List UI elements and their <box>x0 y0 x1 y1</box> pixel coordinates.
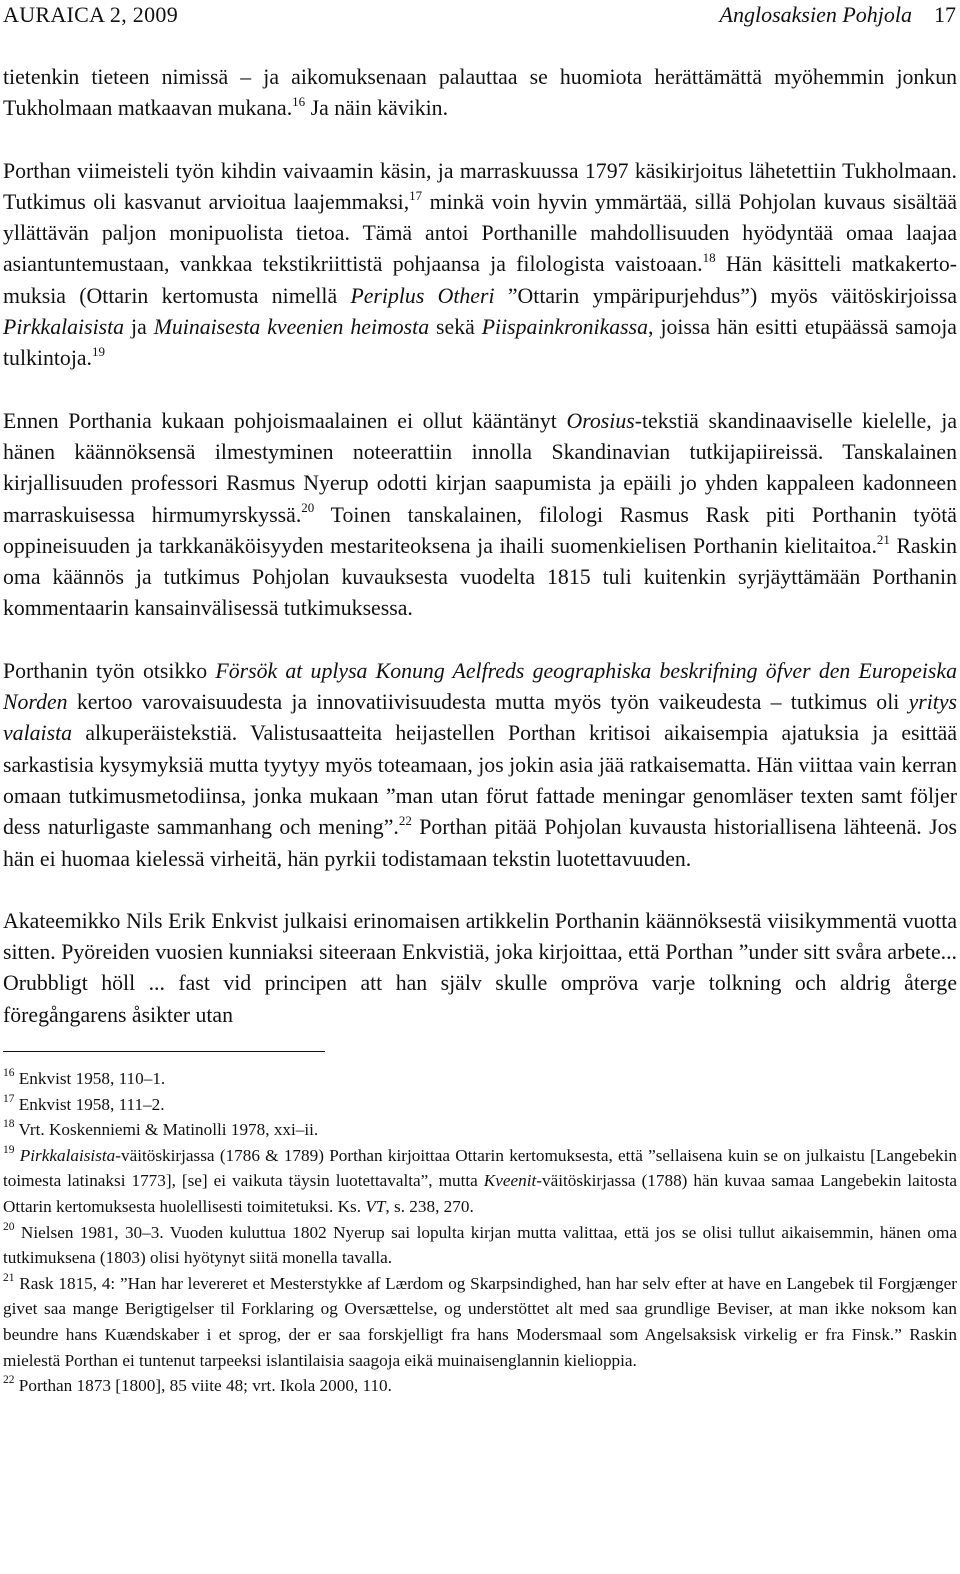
footnote-21: $^{21}$ Rask 1815, 4: ”Han har levereret et Mesterstykke af Lærdom og Skarpsindighed, han har selv efter at have en Langebek til Forgjænger givet saa mange Berigtigelser til Forklaring og Oversættelse, og understöttet alt med saa grundlige Beviser, at man ikke noksom kan beundre hans Kuændskaber i et sprog, der er saa forskjelligt fra hans Modersmaal som Angelsaksisk virkelig er fra Finsk.” Raskin mielestä Porthan ei tuntenut tarpeeksi islantilaisia saagoja eikä muinaisenglannin kielioppia. <box>3 1272 957 1370</box>
footnote-17: $^{17}$ Enkvist 1958, 111–2. <box>3 1092 165 1114</box>
footnote-20: $^{20}$ Nielsen 1981, 30–3. Vuoden kuluttua 1802 Nyerup sai lopulta kirjan mutta valittaa, että jos se olisi tullut aikaisemmin, hänen oma tutkimuksena (1803) olisi hyötynyt siitä monella tavalla. <box>3 1220 957 1268</box>
footnotes <box>3 1066 957 1399</box>
body-paragraph-2: Porthan viimeisteli työn kihdin vaivaamin käsin, ja marraskuussa 1797 käsikirjoitus lähetettiin Tukholmaan. Tutkimus oli kasvanut arvioitua laajemmaksi,$^{17}$ minkä voin hyvin ymmärtää, sillä Pohjolan kuvaus sisältää yllättävän paljon monipuolista tietoa. Tämä antoi Porthanille mahdollisuuden hyödyntää omaa laajaa asiantuntemustaan, vankkaa tekstikriittistä pohjaansa ja filologista vaistoaan.$^{18}$ Hän käsitteli matkakertomuksia (Ottarin kertomusta nimellä Periplus Otheri ”Ottarin ympäripurjehdus”) myös väitöskirjoissa Pirkkalaisista ja Muinaisesta kveenien heimosta sekä Piispainkronikassa, joissa hän esitti etupäässä samoja tulkintoja.$^{19}$ <box>3 158 958 371</box>
footnote-18: $^{18}$ Vrt. Koskenniemi & Matinolli 1978, xxi–ii. <box>3 1118 319 1140</box>
page-number: 17 <box>934 2 956 27</box>
footnote-19: $^{19}$ Pirkkalaisista-väitöskirjassa (1786 & 1789) Porthan kirjoittaa Ottarin kertomuksesta, että ”sellaisena kuin se on julkaistu [Langebekin toimesta latinaksi 1773], [se] ei vaikuta täysin luotettavalta”, mutta Kveenit-väitöskirjassa (1788) hän kuvaa samaa Langebekin laitosta Ottarin kertomuksesta huolellisesti toimitetuksi. Ks. VT, s. 238, 270. <box>3 1144 958 1216</box>
body-paragraph-5: Akateemikko Nils Erik Enkvist julkaisi erinomaisen artikkelin Porthanin käännöksestä viisikymmentä vuotta sitten. Pyöreiden vuosien kunniaksi siteeraan Enkvistiä, joka kirjoittaa, että Porthan ”under sitt svåra arbete... Orubbligt höll ... fast vid principen att han själv skulle ompröva varje tolkning och aldrig återge föregångarens åsikter utan <box>3 908 957 1027</box>
body-paragraph-4: Porthanin työn otsikko Försök at uplysa Konung Aelfreds geographiska beskrifning öfver den Europeiska Norden kertoo varovaisuudesta ja innovatiivisuudesta mutta myös työn vaikeudesta – tutkimus oli yritys valaista alkuperäistekstiä. Valistusaatteita heijastellen Porthan kritisoi aikaisempia ajatuksia ja esittää sarkastisia kysymyksiä mutta tyytyy myös toteamaan, jos jokin asia jää ratkaisematta. Hän viittaa vain kerran omaan tutkimusmetodiinsa, jonka mukaan ”man utan förut fattade meningar genomläser texten samt följer dess naturligaste sammanhang och mening”.$^{22}$ Porthan pitää Pohjolan kuvausta historiallisena lähteenä. Jos hän ei huomaa kielessä virheitä, hän pyrkii todistamaan tekstin luotettavuuden. <box>3 658 957 871</box>
body-paragraph-1: tietenkin tieteen nimissä – ja aikomuksenaan palauttaa se huomiota herättämättä myöhemmin jonkun Tukholmaan matkaavan mukana.$^{16}$ Ja näin kävikin. <box>3 65 957 121</box>
header-right <box>720 2 956 28</box>
body-paragraph-3: Ennen Porthania kukaan pohjoismaalainen ei ollut kääntänyt Orosius-tekstiä skandinaaviselle kielelle, ja hänen käännöksensä ilmestyminen noteerattiin innolla Skandinavian tutkijapiireissä. Tanskalainen kirjallisuuden professori Rasmus Nyerup odotti kirjan saapumista ja epäili jo yhden kappaleen kadonneen marraskuisessa hirmumyrskyssä.$^{20}$ Toinen tanskalainen, filologi Rasmus Rask piti Porthanin työtä oppineisuuden ja tarkkanäköisyyden mestariteoksena ja ihaili suomenkielisen Porthanin kielitaitoa.$^{21}$ Raskin oma käännös ja tutkimus Pohjolan kuvauksesta vuodelta 1815 tuli kuitenkin syrjäyttämään Porthanin kommentaarin kansainvälisessä tutkimuksessa. <box>3 408 958 621</box>
footnote-22: $^{22}$ Porthan 1873 [1800], 85 viite 48; vrt. Ikola 2000, 110. <box>3 1374 392 1396</box>
running-title: Anglosaksien Pohjola <box>719 2 912 27</box>
footnote-16: $^{16}$ Enkvist 1958, 110–1. <box>3 1067 166 1089</box>
page-header <box>3 0 957 36</box>
footnote-separator <box>3 1051 325 1052</box>
journal-title: AURAICA 2, 2009 <box>3 2 179 27</box>
